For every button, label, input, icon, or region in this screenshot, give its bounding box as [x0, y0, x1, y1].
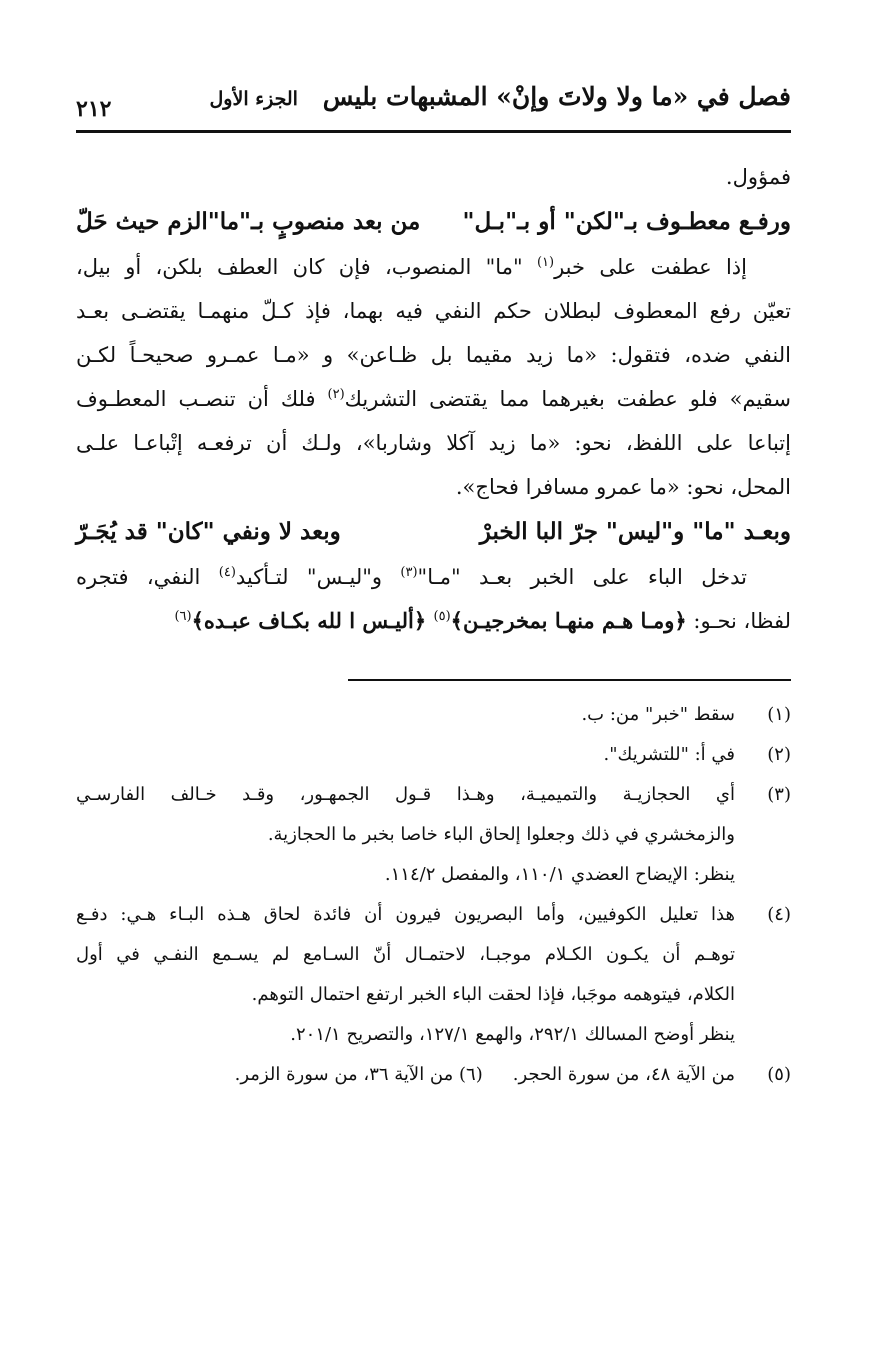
footnote-number: (٥): [767, 1064, 791, 1085]
footnote-text: في أ: "للتشريك".: [603, 744, 735, 765]
footnote: [76, 775, 791, 895]
verse-hemistich-left: وبعد لا ونفي "كان" قد يُجَـرّ: [76, 518, 341, 545]
footnote-ref[interactable]: (٢): [327, 387, 345, 402]
footnote-ref[interactable]: (٥): [433, 609, 451, 624]
footnote: [76, 695, 791, 735]
verse-line: [76, 199, 791, 245]
footnote-ref[interactable]: (٦): [174, 609, 192, 624]
footnote-text-5: من الآية ٤٨، من سورة الحجر.: [512, 1064, 735, 1085]
book-page: [76, 78, 791, 1095]
footnote: [76, 895, 791, 1055]
footnote-text: [76, 775, 735, 895]
page-number: ٢١٢: [76, 96, 112, 122]
body-line: [76, 377, 791, 421]
footnote: [76, 735, 791, 775]
footnote-separator: [348, 679, 791, 681]
text-run: فلك أن تنصـب المعطـوف: [76, 387, 328, 411]
chapter-title: [210, 82, 792, 111]
footnote-ref[interactable]: (٣): [400, 565, 418, 580]
footnote-line: أي الحجازيـة والتميميـة، وهـذا قـول الجمهـور، وقـد خـالف الفارسـي: [76, 784, 735, 805]
volume-label: الجزء الأول: [209, 88, 298, 110]
footnote-text-6: من الآية ٣٦، من سورة الزمر.: [234, 1064, 454, 1085]
footnote-number: (١): [767, 704, 791, 725]
chapter-title-text: فصل في «ما ولا ولاتَ وإنْ» المشبهات بليس: [322, 82, 791, 111]
text-run: إذا عطفت على خبر: [554, 255, 747, 279]
text-run: سقيم» فلو عطفت بغيرهما مما يقتضى التشريك: [344, 387, 791, 411]
text-run: لفظا، نحـو:: [686, 609, 791, 633]
footnote-line: ينظر: الإيضاح العضدي ١١٠/١، والمفصل ١١٤/٢.: [384, 864, 735, 885]
verse-hemistich-left: من بعد منصوبٍ بـ"ما"الزم حيث حَلّ: [76, 208, 421, 235]
body-line: النفي ضده، فتقول: «ما زيد مقيما بل ظـاعن» و «مـا عمـرو صحيحـاً لكـن: [76, 343, 791, 367]
paragraph: [76, 555, 791, 643]
footnote-number: (٦): [459, 1064, 483, 1085]
footnote-number: (٢): [767, 744, 791, 765]
body-line: [76, 245, 791, 289]
text-run: "ما" المنصوب، فإن كان العطف بلكن، أو بيل،: [76, 255, 537, 279]
verse-line: [76, 509, 791, 555]
footnote-line: الكلام، فيتوهمه موجَبا، فإذا لحقت الباء الخبر ارتفع احتمال التوهم.: [251, 984, 735, 1005]
footnote-text: [76, 1055, 735, 1095]
footnote-ref[interactable]: (١): [536, 255, 555, 270]
footnote-line: ينظر أوضح المسالك ٢٩٢/١، والهمع ١٢٧/١، والتصريح ٢٠١/١.: [290, 1024, 735, 1045]
footnote-text: [76, 895, 735, 1055]
text-run: تدخل الباء على الخبر بعـد "مـا": [417, 565, 747, 589]
quran-quote: ﴿أليـس ا لله بكـاف عبـده﴾: [191, 608, 434, 633]
footnote-ref[interactable]: (٤): [218, 565, 236, 580]
body-line: تعيّن رفع المعطوف لبطلان حكم النفي فيه بهما، فإذ كـلّ منهمـا يقتضـى بعـد: [76, 299, 791, 323]
verse-hemistich-right: وبعـد "ما" و"ليس" جرّ البا الخبرْ: [479, 518, 791, 545]
text-run: النفي، فتجره: [76, 565, 219, 589]
paragraph: [76, 245, 791, 509]
text-run: و"ليـس" لتـأكيد: [235, 565, 401, 589]
footnote-number: (٤): [767, 904, 791, 925]
body-line: [76, 599, 791, 643]
header-rule: [76, 130, 791, 133]
footnote-number: (٣): [767, 784, 791, 805]
verse-hemistich-right: ورفـع معطـوف بـ"لكن" أو بـ"بـل": [462, 208, 791, 235]
footnote-text: سقط "خبر" من: ب.: [581, 704, 735, 725]
running-header: [76, 78, 791, 130]
body-line: فمؤول.: [725, 165, 791, 189]
quran-quote: ﴿ومـا هـم منهـا بمخرجيـن﴾: [450, 608, 687, 633]
footnote-line: والزمخشري في ذلك وجعلوا إلحاق الباء خاصا بخبر ما الحجازية.: [267, 824, 735, 845]
body-line: [76, 555, 791, 599]
footnote-line: هذا تعليل الكوفيين، وأما البصريون فيرون أن فائدة لحاق هـذه البـاء هـي: دفـع: [76, 904, 735, 925]
footnote-pair-6: [235, 1055, 483, 1095]
body-line: المحل، نحو: «ما عمرو مسافرا فحاج».: [455, 475, 791, 499]
footnotes: [76, 695, 791, 1095]
footnote-line: توهـم أن يكـون الكـلام موجبـا، لاحتمـال أنّ السـامع لم يسـمع النفـي في أول: [76, 944, 735, 965]
main-text: [76, 155, 791, 643]
body-line: إتباعا على اللفظ، نحو: «ما زيد آكلا وشاربا»، ولـك أن ترفعـه إتْباعـا علـى: [76, 431, 791, 455]
footnote: [76, 1055, 791, 1095]
